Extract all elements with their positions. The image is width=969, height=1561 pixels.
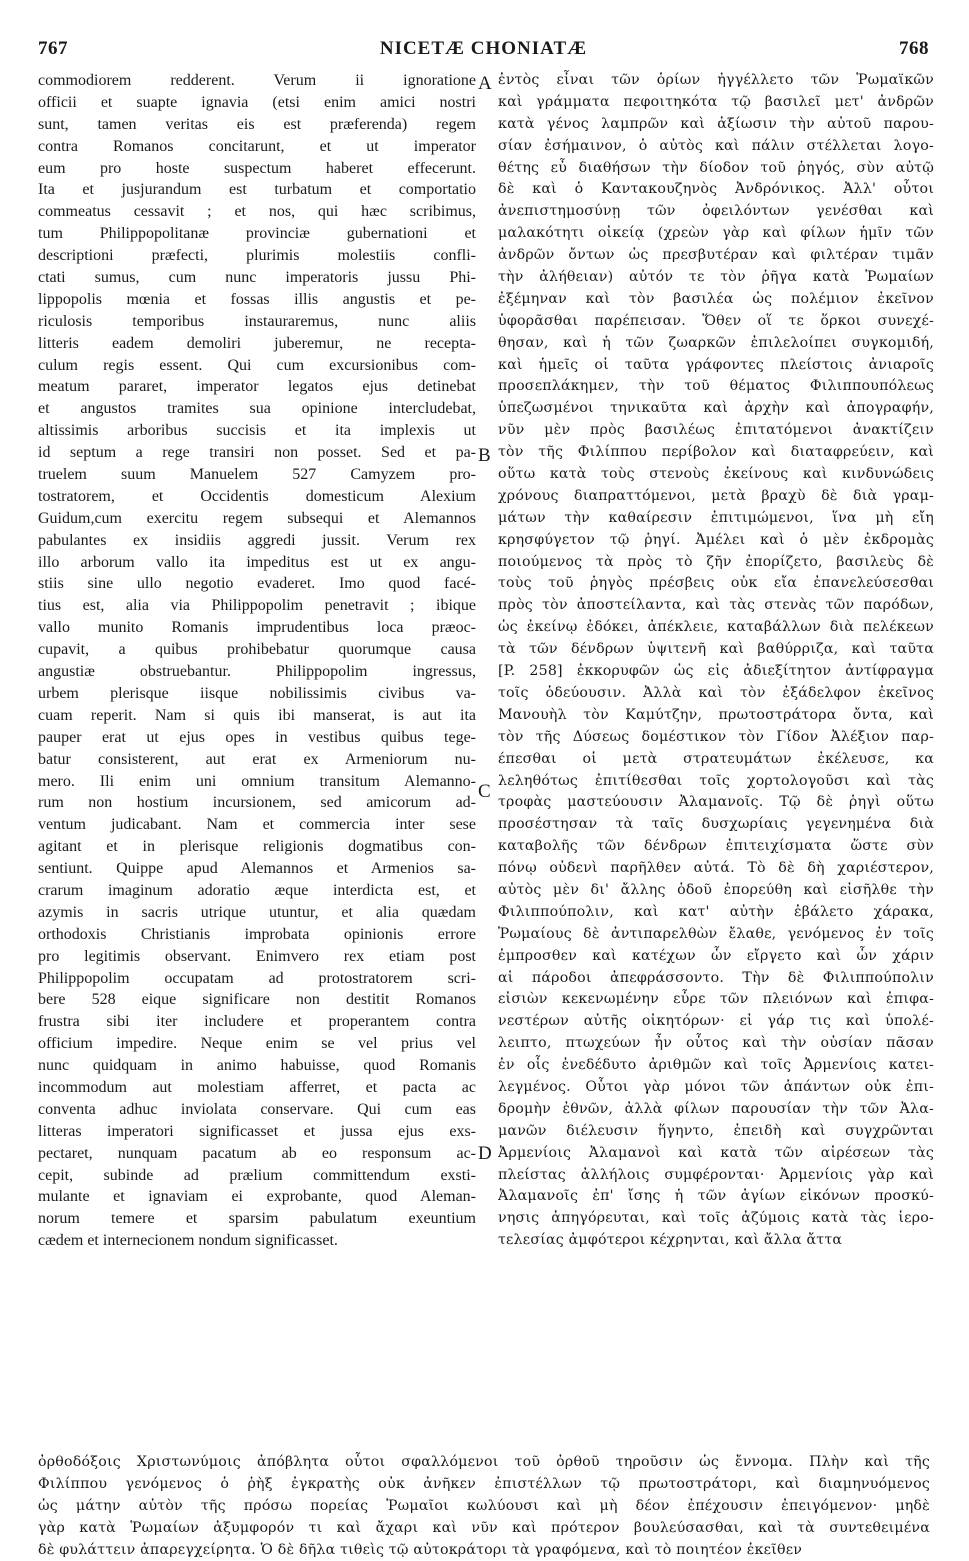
latin-text-line: vallo munito Romanis imprudentibus loca præoc- <box>38 619 476 637</box>
latin-text-line: commeatus cessavit ; et nos, qui hæc scribimus, <box>38 203 476 221</box>
latin-text-line: Ita et jusjurandum est turbatum et comportatio <box>38 181 476 199</box>
latin-text-line: crarum imaginum adoratio æque interdicta est, et <box>38 881 476 899</box>
greek-text-line: νῦν μὲν πρὸς βασιλέως ἐπιτατόμενοι ἀνακτίζειν <box>498 422 934 439</box>
latin-text-line: cædem et internecionem nondum significasset. <box>38 1232 338 1250</box>
latin-text-line: agitant et in plerisque religionis dogmatibus con- <box>38 838 476 856</box>
latin-text-line: pro legitimis observant. Enimvero rex etiam post <box>38 947 476 965</box>
greek-text-line: καὶ ἡμεῖς οἱ ταῦτα γράφοντες πλείστοις ἀνιαροῖς <box>498 356 934 373</box>
greek-text-line: τροφὰς μαστεύουσιν Ἀλαμανοῖς. Τῷ δὲ ῥηγὶ οὕτω <box>498 794 934 811</box>
latin-text-line: tostratorem, et Occidentis domesticum Alexium <box>38 487 476 505</box>
greek-text-line: ποιούμενος τὰ πρὸς τὸ ζῆν ἐπορίζετο, βασιλεὺς δὲ <box>498 553 934 570</box>
latin-text-line: azymis in sacris utrique utuntur, et alia quædam <box>38 903 476 921</box>
greek-text-line: ἐν οἷς ἐνεδέδυτο ἀριθμῶν καὶ τοῖς Ἀρμενίοις κατει- <box>498 1057 934 1074</box>
latin-text-line: altissimis arboribus succisis et ita implexis ut <box>38 422 476 440</box>
latin-text-line: pectaret, nunquam pacatum ab eo responsum ac- <box>38 1144 476 1162</box>
greek-text-line: καταβολῆς τῶν δένδρων ἐπιτειχίσματα ὥστε σὺν <box>498 838 934 855</box>
right-page-number: 768 <box>899 38 929 59</box>
latin-text-line: sentiunt. Quippe apud Alemannos et Armenios sa- <box>38 860 476 878</box>
latin-text-line: officii et suapte ignavia (etsi enim amici nostri <box>38 93 476 111</box>
greek-text-line: ἐμπροσθεν καὶ κατέχων ὧν εἴργετο καὶ ὧν χάριν <box>498 947 934 964</box>
greek-text-line: αἱ πάροδοι ἀπεφράσσοντο. Τὴν δὲ Φιλιππούπολιν <box>498 969 934 986</box>
greek-text-line: τοὺς τοῦ ῥηγὸς πρέσβεις οὐκ εἴα ἐπανελεύσεσθαι <box>498 575 934 592</box>
left-page-number: 767 <box>38 38 68 59</box>
greek-text-line: καὶ γράμματα πεφοιτηκότα τῷ βασιλεῖ μετ' ἀνδρῶν <box>498 93 934 110</box>
greek-text-line: νησις ἀπηγόρευται, καὶ τοῖς ἀζύμοις κατὰ τὰς ἱερο- <box>498 1210 934 1227</box>
latin-text-line: orthodoxis Christianis improbata opinionis errore <box>38 925 476 943</box>
greek-text-line: εἰσιὼν κεκενωμένην εὗρε τῶν πλειόνων καὶ ἐπιφα- <box>498 991 934 1008</box>
latin-text-line: incommodum aut molestiam afferret, et pacta ac <box>38 1078 476 1096</box>
bottom-text-line: Φιλίππου γενόμενος ὁ ῥὴξ ἐγκρατὴς οὐκ ἀνῆκεν ἐπιστέλλων τῷ πρωτοστράτορι, καὶ διαμηνυόμενος <box>38 1475 930 1492</box>
running-title: NICETÆ CHONIATÆ <box>379 38 588 59</box>
latin-text-line: litteris eadem demoliri juberemur, ne recepta- <box>38 334 476 352</box>
greek-text-line: τὰ τῶν δένδρων ὑψιτενῆ καὶ βαθύρριζα, καὶ ταῦτα <box>498 641 934 658</box>
latin-text-line: officium impedire. Neque enim se vel prius vel <box>38 1035 476 1053</box>
greek-text-line: [P. 258] ἐκκορυφῶν ὡς εἰς ἀδιεξίτητον ἀντίφραγμα <box>498 663 934 680</box>
latin-text-line: conventa adhuc inviolata conservare. Qui cum eas <box>38 1100 476 1118</box>
greek-text-line: τὸν τῆς Δύσεως δομέστικον τὸν Γίδον Ἀλέξιον παρ- <box>498 728 934 745</box>
greek-text-line: ἀνδρῶν ὄντων ὡς πρεσβυτέραν καὶ φιλτέραν τιμᾶν <box>498 247 934 264</box>
latin-text-line: truelem suum Manuelem 527 Camyzem pro- <box>38 466 476 484</box>
greek-text-line: πόνῳ οὐδενὶ παρῆλθεν αὐτά. Τὸ δὲ δὴ χαριέστερον, <box>498 860 934 877</box>
latin-text-line: pabulantes ex insidiis aggredi jussit. Verum rex <box>38 531 476 549</box>
greek-text-line: αὐτὸς μὲν δι' ἄλλης ὁδοῦ ἐπορεύθη καὶ εἰσῆλθε τὴν <box>498 881 934 898</box>
greek-text-line: μάτων τὴν καθαίρεσιν ἐπιτιμώμενοι, ἵνα μὴ εἴη <box>498 509 934 526</box>
latin-text-line: cupavit, a quibus prohibebatur quorumque causa <box>38 641 476 659</box>
greek-text-line: τοῖς ὁδεύουσιν. Ἀλλὰ καὶ τὸν ἐξάδελφον ἐκεῖνος <box>498 684 934 701</box>
latin-text-line: contra Romanos concitarunt, et ut imperator <box>38 137 476 155</box>
latin-column <box>38 70 476 1252</box>
greek-text-line: τελεσίας ἀμφότεροι κέχρηνται, καὶ ἄλλα ἄττα <box>498 1232 843 1249</box>
latin-text-line: pauper erat ut ejus opes in vestibus quibus tege- <box>38 728 476 746</box>
latin-text-line: et angustos tramites sua opinione intercludebat, <box>38 400 476 418</box>
latin-text-line: cuam reperit. Nam si quis ibi manserat, is aut ita <box>38 706 476 724</box>
bottom-text-line: ὀρθοδόξοις Χριστωνύμοις ἀπόβλητα οὗτοι σφαλλόμενοι τοῦ ὀρθοῦ τηροῦσιν ὡς ἔννομα. Πλὴν καὶ τῆς <box>38 1454 930 1470</box>
section-marker-c: C <box>478 781 491 802</box>
section-marker-b: B <box>478 445 491 466</box>
greek-text-line: Μανουὴλ τὸν Καμύτζην, πρωτοστράτορα ὄντα, καὶ <box>498 706 934 723</box>
greek-text-line: δὲ καὶ ὁ Καντακουζηνὸς Ἀνδρόνικος. Ἀλλ' οὗτοι <box>498 181 934 198</box>
latin-text-line: culum regis essent. Qui cum excursionibus com- <box>38 356 476 374</box>
greek-text-line: θέτης εὖ διαθήσων τὴν δίοδον τοῦ ῥηγός, σὺν αὐτῷ <box>498 159 934 176</box>
greek-text-line: Ἀρμενίοις Ἀλαμανοὶ καὶ κατὰ τῶν αἱρέσεων τὰς <box>498 1144 934 1161</box>
latin-text-line: riculosis temporibus instauraremus, nunc aliis <box>38 312 476 330</box>
latin-text-line: descriptioni præfecti, plurimis molestiis confli- <box>38 247 476 265</box>
greek-text-line: νεστέρων αὐτῆς οἰκητόρων· εἰ γάρ τις καὶ ὑπολέ- <box>498 1013 934 1030</box>
greek-text-line: λειπτο, πτωχεύων ἦν οὗτος καὶ τὴν οὐσίαν πᾶσαν <box>498 1035 934 1052</box>
greek-text-line: Ῥωμαίους δὲ ἀντιπαρελθὼν ἔλαθε, γενόμενος ἐν τοῖς <box>498 925 934 942</box>
latin-text-line: batur consisterent, aut erat ex Armeniorum nu- <box>38 750 476 768</box>
bottom-text-line: δὲ φυλάττειν ἀπαρεγχείρητα. Ὁ δὲ δῆλα τιθεὶς τῷ αὐτοκράτορι τὰ γραφόμενα, καὶ τὸ ποιητέον ἐκεῖθεν <box>38 1541 803 1558</box>
bottom-text-line: ὡς μάτην αὐτὸν τῆς πρόσω πορείας Ῥωμαῖοι κωλύουσι καὶ μὴ δέον ἐπέχουσιν ἐπειγόμενον· μηδὲ <box>38 1497 930 1514</box>
greek-text-line: ἐντὸς εἶναι τῶν ὁρίων ἠγγέλλετο τῶν Ῥωμαϊκῶν <box>498 72 934 88</box>
latin-text-line: tius est, alia via Philippopolim penetravit ; ibique <box>38 597 476 615</box>
latin-text-line: Philippopolim occupatam ad protostratorem scri- <box>38 969 476 987</box>
greek-text-line: Ἀλαμανοῖς ἐπ' ἴσης ἡ τῶν ἁγίων εἰκόνων προσκύ- <box>498 1188 934 1205</box>
latin-text-line: eum pro hoste suspectum haberet effecerunt. <box>38 159 476 177</box>
bottom-full-width-text <box>38 1452 930 1561</box>
running-header <box>38 38 929 68</box>
latin-text-line: rum non hostium incursionem, sed amicorum ad- <box>38 794 476 812</box>
latin-text-line: meatum pararet, imperator legatos ejus detinebat <box>38 378 476 396</box>
section-marker-d: D <box>478 1143 492 1164</box>
latin-text-line: id septum a rege transiri non posset. Sed et pa- <box>38 444 476 462</box>
greek-text-line: μαλακότητι οἰκείᾳ (χρεὼν γὰρ καὶ φίλων ἡμῖν τῶν <box>498 225 934 242</box>
greek-text-line: ὑπεζωσμένοι τηνικαῦτα καὶ ἀρχὴν καὶ ἀπογραφήν, <box>498 400 934 417</box>
greek-text-line: πλείστας ἀλλήλοις συμφέρονται· Ἀρμενίοις γὰρ καὶ <box>498 1166 934 1183</box>
latin-text-line: litteras imperatori significasset et jussa ejus exs- <box>38 1122 476 1140</box>
latin-text-line: commodiorem redderent. Verum ii ignoratione <box>38 72 476 89</box>
latin-text-line: sunt, tamen veritas eis est præferenda) regem <box>38 115 476 133</box>
bottom-text-line: γὰρ κατὰ Ῥωμαίων ἀξυμφορόν τι καὶ ἄχαρι καὶ νῦν καὶ πρότερον βουλεύσασθαι, καὶ τὰ συντεθειμένα <box>38 1519 930 1536</box>
latin-text-line: cepit, subinde ad prælium committendum exsti- <box>38 1166 476 1184</box>
greek-text-line: Φιλιππούπολιν, καὶ κατ' αὐτὴν ἐβάλετο χάρακα, <box>498 903 934 920</box>
latin-text-line: angustiæ obstruebantur. Philippopolim ingressus, <box>38 663 476 681</box>
greek-text-line: τὸν τῆς Φιλίππου περίβολον καὶ διαταφρεύειν, καὶ <box>498 444 934 461</box>
greek-text-line: προσεπλάκημεν, τὴν τοῦ θέματος Φιλιππουπόλεως <box>498 378 934 395</box>
greek-text-line: προσέστησαν τὰ ταῖς δυσχωρίαις γεγενημένα διὰ <box>498 816 934 833</box>
latin-text-line: lippopolis mœnia et fossas illis angustis et pe- <box>38 290 476 308</box>
latin-text-line: ventum judicabant. Nam et commercia inter sese <box>38 816 476 834</box>
latin-text-line: nunc quidquam in animo habuisse, quod Romanis <box>38 1057 476 1075</box>
greek-text-line: λεγμένος. Οὗτοι γὰρ μόνοι τῶν ἁπάντων οὐκ ἐπι- <box>498 1078 934 1095</box>
greek-text-line: θησαν, καὶ ἡ τῶν ζωαρκῶν ἐπιλελοίπει συγκομιδή, <box>498 334 934 351</box>
section-marker-a: A <box>478 73 492 94</box>
greek-text-line: ἐξέμηναν καὶ τὸν βασιλέα ὡς πολέμιον ἐκεῖνον <box>498 290 934 307</box>
greek-text-line: σίαν ἐσήμαινον, ὁ αὐτὸς καὶ πάλιν στέλλεται λογο- <box>498 137 934 154</box>
greek-text-line: ὡς ἐκείνῳ ἐδόκει, ἀπέκλειε, καταβάλλων διὰ πελέκεων <box>498 619 934 636</box>
greek-text-line: κρησφύγετον τῷ ῥηγί. Ἀμέλει καὶ ὁ μὲν ἐκδρομὰς <box>498 531 934 548</box>
greek-text-line: μανῶν διέλευσιν ἥγηντο, ἐπειδὴ καὶ συγχρῶνται <box>498 1122 934 1139</box>
latin-text-line: bere 528 eique significare non destitit Romanos <box>38 991 476 1009</box>
greek-text-line: τὴν ἀλήθειαν) αὐτόν τε τὸν ῥῆγα κατὰ Ῥωμαίων <box>498 269 934 286</box>
greek-text-line: ἀνεπιστημοσύνῃ τῶν ὀφειλόντων γενέσθαι καὶ <box>498 203 934 220</box>
latin-text-line: illo arborum vallo ita impeditus est ut ex angu- <box>38 553 476 571</box>
latin-text-line: ctati sumus, cum nunc imperatoris jussu Phi- <box>38 269 476 287</box>
greek-text-line: χρόνους διαπραττόμενοι, μετὰ βραχὺ δὲ διὰ γραμ- <box>498 487 934 504</box>
greek-text-line: ὑφορᾶσθαι παρέπεισαν. Ὅθεν οἵ τε ὅρκοι συνεχέ- <box>498 312 934 329</box>
latin-text-line: frustra sibi iter includere et properantem contra <box>38 1013 476 1031</box>
latin-text-line: Guidum,cum exercitu regem subsequi et Alemannos <box>38 509 476 527</box>
latin-text-line: urbem plerisque iisque nobilissimis civibus va- <box>38 684 476 702</box>
greek-text-line: πρὸς τὸν ἀποστείλαντα, καὶ τὰς στενὰς τῶν παρόδων, <box>498 597 934 614</box>
latin-text-line: norum temere et sparsim pabulatum exeuntium <box>38 1210 476 1228</box>
latin-text-line: stiis sine ullo negotio evaderet. Imo quod facé- <box>38 575 476 593</box>
greek-text-line: έπεσθαι οἱ μετὰ στρατευμάτων ἐκέλευσε, κα <box>498 750 934 767</box>
greek-text-line: οὕτω κατὰ τοὺς στενοὺς ἐκείνους καὶ κινδυνώδεις <box>498 466 934 483</box>
greek-text-line: λεληθότως ἐπιτίθεσθαι τοῖς χορτολογοῦσι καὶ τὰς <box>498 772 934 789</box>
greek-column <box>498 70 934 1252</box>
latin-text-line: tum Philippopolitanæ provinciæ gubernationi et <box>38 225 476 243</box>
greek-text-line: κατὰ γένος λαμπρῶν καὶ ἀξίωσιν τὴν αὐτοῦ παρου- <box>498 115 934 132</box>
greek-text-line: δρομὴν ἐθνῶν, ἀλλὰ φίλων παρουσίαν τὴν τῶν Ἀλα- <box>498 1100 934 1117</box>
latin-text-line: mero. Ili enim uni omnium transitum Alemanno- <box>38 772 476 790</box>
latin-text-line: mulante et ignaviam ei exprobante, quod Aleman- <box>38 1188 476 1206</box>
